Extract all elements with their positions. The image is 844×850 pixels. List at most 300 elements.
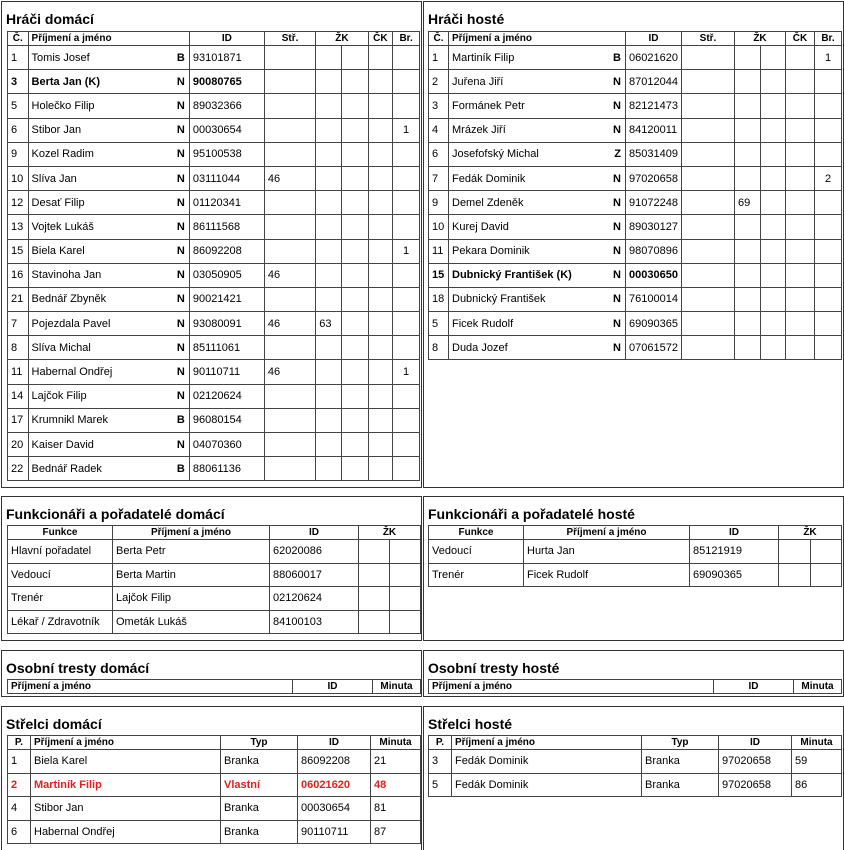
player-name-cell	[28, 94, 189, 118]
player-red-card	[786, 142, 815, 166]
col-period-header: P.	[8, 736, 31, 750]
player-yellow-card	[316, 408, 342, 432]
col-type-header: Typ	[642, 736, 719, 750]
player-flag: N	[176, 293, 185, 306]
player-row	[429, 287, 842, 311]
player-number: 21	[8, 287, 29, 311]
player-br	[815, 215, 842, 239]
player-flag: N	[613, 293, 621, 306]
player-goals	[682, 191, 735, 215]
player-number: 15	[429, 263, 449, 287]
player-goals	[682, 263, 735, 287]
player-number: 6	[8, 118, 29, 142]
player-goals	[264, 384, 315, 408]
player-name-cell	[28, 433, 189, 457]
player-br	[815, 191, 842, 215]
player-number: 10	[429, 215, 449, 239]
official-yellow-card	[779, 540, 811, 564]
col-yellow-card-header: ŽK	[735, 32, 786, 46]
official-id: 02120624	[270, 587, 359, 611]
col-name-header: Příjmení a jméno	[449, 32, 626, 46]
col-name-header: Příjmení a jméno	[429, 680, 714, 694]
official-yellow-card-2	[811, 540, 842, 564]
penalties-away-panel	[423, 650, 844, 697]
scorer-row	[8, 797, 421, 821]
player-row	[8, 312, 420, 336]
scorer-minute: 87	[371, 820, 421, 844]
player-goals	[264, 118, 315, 142]
player-id: 90110711	[189, 360, 264, 384]
player-row	[429, 118, 842, 142]
scorers-home-table	[7, 735, 421, 844]
player-yellow-card	[735, 215, 761, 239]
scorer-name: Martiník Filip	[31, 773, 221, 797]
official-yellow-card-2	[390, 540, 421, 564]
player-yellow-card-2	[341, 263, 368, 287]
player-yellow-card-2	[341, 312, 368, 336]
player-yellow-card-2	[761, 239, 786, 263]
scorer-id: 97020658	[719, 750, 792, 774]
scorer-minute: 81	[371, 797, 421, 821]
player-yellow-card	[735, 287, 761, 311]
player-number: 10	[8, 166, 29, 190]
player-number: 22	[8, 457, 29, 481]
scorer-id: 86092208	[298, 750, 371, 774]
col-type-header: Typ	[221, 736, 298, 750]
player-id: 07061572	[626, 336, 682, 360]
official-name: Ficek Rudolf	[524, 563, 690, 587]
player-yellow-card-2	[341, 166, 368, 190]
player-number: 1	[8, 46, 29, 70]
player-yellow-card-2	[761, 94, 786, 118]
player-br	[815, 70, 842, 94]
player-flag: B	[176, 414, 185, 427]
player-name: Pojezdala Pavel	[31, 317, 111, 330]
col-br-header: Br.	[393, 32, 420, 46]
player-id: 89032366	[189, 94, 264, 118]
player-name: Mrázek Jiří	[452, 124, 506, 137]
player-flag: N	[613, 124, 621, 137]
player-row	[8, 239, 420, 263]
player-name: Pekara Dominik	[452, 245, 530, 258]
scorer-type: Branka	[221, 797, 298, 821]
player-number: 15	[8, 239, 29, 263]
scorers-home-title: Střelci domácí	[6, 716, 102, 732]
player-row	[429, 215, 842, 239]
player-flag: N	[613, 220, 621, 233]
player-flag: N	[176, 148, 185, 161]
official-function: Vedoucí	[8, 563, 113, 587]
players-home-panel	[1, 1, 422, 488]
player-red-card	[368, 239, 393, 263]
player-name: Josefofský Michal	[452, 148, 539, 161]
player-name-cell	[28, 215, 189, 239]
player-red-card	[368, 94, 393, 118]
player-row	[8, 384, 420, 408]
player-yellow-card-2	[341, 142, 368, 166]
player-br	[393, 336, 420, 360]
player-id: 88061136	[189, 457, 264, 481]
player-red-card	[786, 263, 815, 287]
player-id: 90080765	[189, 70, 264, 94]
player-flag: N	[613, 245, 621, 258]
player-yellow-card	[316, 263, 342, 287]
player-name-cell	[28, 360, 189, 384]
player-yellow-card-2	[761, 142, 786, 166]
player-row	[8, 191, 420, 215]
player-name: Berta Jan (K)	[31, 75, 101, 88]
scorers-away-panel	[423, 706, 844, 850]
player-number: 12	[8, 191, 29, 215]
player-red-card	[368, 118, 393, 142]
player-number: 9	[429, 191, 449, 215]
player-number: 16	[8, 263, 29, 287]
player-red-card	[368, 263, 393, 287]
player-row	[429, 142, 842, 166]
scorer-id: 97020658	[719, 773, 792, 797]
player-number: 11	[429, 239, 449, 263]
player-name-cell	[449, 312, 626, 336]
players-home-table	[7, 31, 420, 481]
player-yellow-card-2	[341, 457, 368, 481]
player-goals	[264, 70, 315, 94]
player-id: 95100538	[189, 142, 264, 166]
player-goals: 46	[264, 360, 315, 384]
player-goals	[682, 166, 735, 190]
players-away-title: Hráči hosté	[428, 11, 505, 27]
player-br	[393, 46, 420, 70]
officials-away-title: Funkcionáři a pořadatelé hosté	[428, 506, 635, 522]
player-name-cell	[449, 166, 626, 190]
player-yellow-card-2	[761, 46, 786, 70]
player-yellow-card-2	[761, 191, 786, 215]
player-goals	[682, 287, 735, 311]
player-number: 8	[8, 336, 29, 360]
player-row	[8, 360, 420, 384]
player-red-card	[786, 336, 815, 360]
player-goals	[264, 142, 315, 166]
player-row	[429, 166, 842, 190]
player-goals	[264, 94, 315, 118]
player-row	[8, 433, 420, 457]
col-name-header: Příjmení a jméno	[8, 680, 293, 694]
col-id-header: ID	[189, 32, 264, 46]
col-id-header: ID	[714, 680, 794, 694]
player-name-cell	[28, 46, 189, 70]
player-flag: N	[176, 341, 185, 354]
scorer-type: Vlastní	[221, 773, 298, 797]
player-yellow-card	[316, 239, 342, 263]
player-name: Kozel Radim	[31, 148, 94, 161]
player-id: 01120341	[189, 191, 264, 215]
player-yellow-card	[735, 94, 761, 118]
player-goals	[682, 336, 735, 360]
player-red-card	[368, 142, 393, 166]
player-red-card	[368, 457, 393, 481]
player-yellow-card-2	[761, 215, 786, 239]
player-goals	[264, 191, 315, 215]
player-br	[393, 408, 420, 432]
player-row	[429, 263, 842, 287]
player-row	[429, 94, 842, 118]
player-yellow-card-2	[341, 336, 368, 360]
scorer-minute: 21	[371, 750, 421, 774]
player-yellow-card	[316, 191, 342, 215]
player-row	[8, 263, 420, 287]
player-name: Duda Jozef	[452, 341, 508, 354]
player-name-cell	[28, 70, 189, 94]
player-br: 2	[815, 166, 842, 190]
col-name-header: Příjmení a jméno	[452, 736, 642, 750]
player-name: Kaiser David	[31, 438, 94, 451]
player-red-card	[786, 166, 815, 190]
player-yellow-card	[735, 336, 761, 360]
player-row	[8, 142, 420, 166]
player-goals	[264, 433, 315, 457]
player-name: Dubnický František (K)	[452, 269, 572, 282]
official-function: Hlavní pořadatel	[8, 540, 113, 564]
scorer-id: 00030654	[298, 797, 371, 821]
col-minute-header: Minuta	[373, 680, 421, 694]
player-flag: N	[613, 75, 621, 88]
player-br	[815, 118, 842, 142]
player-name: Krumnikl Marek	[31, 414, 108, 427]
player-yellow-card	[316, 166, 342, 190]
player-br	[815, 142, 842, 166]
player-br	[393, 70, 420, 94]
player-br: 1	[815, 46, 842, 70]
player-goals	[682, 70, 735, 94]
player-red-card	[368, 433, 393, 457]
player-goals	[264, 336, 315, 360]
col-number-header: Č.	[8, 32, 29, 46]
player-id: 04070360	[189, 433, 264, 457]
player-br: 1	[393, 360, 420, 384]
player-id: 85031409	[626, 142, 682, 166]
player-flag: N	[176, 245, 185, 258]
scorer-id: 06021620	[298, 773, 371, 797]
scorer-name: Stibor Jan	[31, 797, 221, 821]
player-number: 14	[8, 384, 29, 408]
player-yellow-card	[735, 46, 761, 70]
player-row	[429, 336, 842, 360]
player-name-cell	[449, 46, 626, 70]
player-name: Ficek Rudolf	[452, 317, 514, 330]
player-name-cell	[449, 94, 626, 118]
player-name-cell	[28, 287, 189, 311]
scorer-row	[8, 820, 421, 844]
player-name: Bednář Radek	[31, 462, 102, 475]
player-row	[8, 336, 420, 360]
player-name-cell	[28, 457, 189, 481]
player-red-card	[368, 46, 393, 70]
player-yellow-card: 69	[735, 191, 761, 215]
player-name: Fedák Dominik	[452, 172, 526, 185]
player-yellow-card-2	[761, 312, 786, 336]
player-yellow-card-2	[341, 70, 368, 94]
col-function-header: Funkce	[429, 526, 524, 540]
player-name: Habernal Ondřej	[31, 366, 113, 379]
official-yellow-card-2	[390, 563, 421, 587]
scorer-row	[429, 773, 842, 797]
player-row	[8, 287, 420, 311]
player-yellow-card	[735, 118, 761, 142]
official-yellow-card	[359, 587, 390, 611]
scorer-minute: 86	[792, 773, 842, 797]
player-number: 1	[429, 46, 449, 70]
player-id: 03050905	[189, 263, 264, 287]
player-name: Martiník Filip	[452, 51, 515, 64]
player-yellow-card	[735, 263, 761, 287]
col-name-header: Příjmení a jméno	[31, 736, 221, 750]
official-function: Trenér	[429, 563, 524, 587]
col-goals-header: Stř.	[264, 32, 315, 46]
col-period-header: P.	[429, 736, 452, 750]
scorer-period: 5	[429, 773, 452, 797]
player-id: 06021620	[626, 46, 682, 70]
player-red-card	[368, 408, 393, 432]
scorer-type: Branka	[221, 750, 298, 774]
player-yellow-card-2	[341, 433, 368, 457]
player-yellow-card-2	[761, 336, 786, 360]
player-yellow-card: 63	[316, 312, 342, 336]
player-yellow-card	[316, 46, 342, 70]
player-red-card	[786, 94, 815, 118]
player-id: 86111568	[189, 215, 264, 239]
player-name: Stavinoha Jan	[31, 269, 102, 282]
player-number: 3	[8, 70, 29, 94]
player-number: 17	[8, 408, 29, 432]
player-flag: N	[613, 341, 621, 354]
player-id: 84120011	[626, 118, 682, 142]
col-minute-header: Minuta	[371, 736, 421, 750]
player-name-cell	[449, 70, 626, 94]
player-flag: N	[613, 196, 621, 209]
player-br	[393, 312, 420, 336]
col-id-header: ID	[719, 736, 792, 750]
player-goals	[682, 118, 735, 142]
player-br	[815, 287, 842, 311]
player-flag: N	[176, 390, 185, 403]
official-row	[429, 563, 842, 587]
player-goals	[264, 239, 315, 263]
scorer-row	[8, 750, 421, 774]
official-name: Berta Martin	[113, 563, 270, 587]
player-goals	[264, 215, 315, 239]
player-br	[815, 312, 842, 336]
player-goals	[264, 457, 315, 481]
official-yellow-card-2	[811, 563, 842, 587]
player-yellow-card	[735, 70, 761, 94]
player-flag: N	[176, 220, 185, 233]
col-br-header: Br.	[815, 32, 842, 46]
player-name-cell	[449, 215, 626, 239]
player-name: Lajčok Filip	[31, 390, 87, 403]
scorer-minute: 48	[371, 773, 421, 797]
player-name: Tomis Josef	[31, 51, 90, 64]
scorer-id: 90110711	[298, 820, 371, 844]
official-yellow-card-2	[390, 610, 421, 634]
col-yellow-card-header: ŽK	[316, 32, 368, 46]
player-name: Dubnický František	[452, 293, 546, 306]
player-yellow-card	[316, 287, 342, 311]
player-goals: 46	[264, 166, 315, 190]
scorer-name: Biela Karel	[31, 750, 221, 774]
player-id: 82121473	[626, 94, 682, 118]
player-id: 87012044	[626, 70, 682, 94]
player-id: 02120624	[189, 384, 264, 408]
official-id: 69090365	[690, 563, 779, 587]
player-name: Formánek Petr	[452, 99, 525, 112]
col-id-header: ID	[690, 526, 779, 540]
official-id: 84100103	[270, 610, 359, 634]
player-number: 6	[429, 142, 449, 166]
player-br	[393, 94, 420, 118]
player-yellow-card	[316, 215, 342, 239]
player-br	[393, 191, 420, 215]
player-br	[815, 263, 842, 287]
player-yellow-card-2	[341, 239, 368, 263]
player-name-cell	[449, 239, 626, 263]
scorer-name: Fedák Dominik	[452, 750, 642, 774]
player-name-cell	[28, 239, 189, 263]
player-yellow-card	[316, 360, 342, 384]
player-row	[429, 191, 842, 215]
player-flag: B	[176, 51, 185, 64]
official-row	[8, 540, 421, 564]
player-yellow-card	[316, 336, 342, 360]
player-row	[8, 215, 420, 239]
player-yellow-card-2	[341, 46, 368, 70]
player-flag: N	[176, 438, 185, 451]
player-flag: Z	[614, 148, 621, 161]
penalties-home-table	[7, 679, 421, 694]
player-flag: N	[176, 317, 185, 330]
officials-away-panel	[423, 496, 844, 641]
player-number: 5	[429, 312, 449, 336]
player-yellow-card-2	[761, 263, 786, 287]
player-yellow-card	[735, 312, 761, 336]
official-row	[8, 587, 421, 611]
player-red-card	[786, 70, 815, 94]
official-name: Lajčok Filip	[113, 587, 270, 611]
player-row	[8, 457, 420, 481]
player-id: 93101871	[189, 46, 264, 70]
player-name-cell	[449, 191, 626, 215]
player-number: 18	[429, 287, 449, 311]
player-yellow-card-2	[341, 384, 368, 408]
scorer-type: Branka	[642, 750, 719, 774]
officials-home-title: Funkcionáři a pořadatelé domácí	[6, 506, 225, 522]
players-home-title: Hráči domácí	[6, 11, 94, 27]
player-row	[8, 118, 420, 142]
player-id: 98070896	[626, 239, 682, 263]
player-yellow-card	[316, 384, 342, 408]
player-name-cell	[449, 263, 626, 287]
scorer-period: 1	[8, 750, 31, 774]
player-red-card	[368, 70, 393, 94]
player-name: Stibor Jan	[31, 124, 82, 137]
col-yellow-card-header: ŽK	[359, 526, 421, 540]
col-red-card-header: ČK	[368, 32, 393, 46]
player-name: Slíva Jan	[31, 172, 77, 185]
col-id-header: ID	[626, 32, 682, 46]
player-number: 7	[8, 312, 29, 336]
player-yellow-card	[316, 94, 342, 118]
player-br	[393, 166, 420, 190]
col-yellow-card-header: ŽK	[779, 526, 842, 540]
player-flag: B	[613, 51, 621, 64]
